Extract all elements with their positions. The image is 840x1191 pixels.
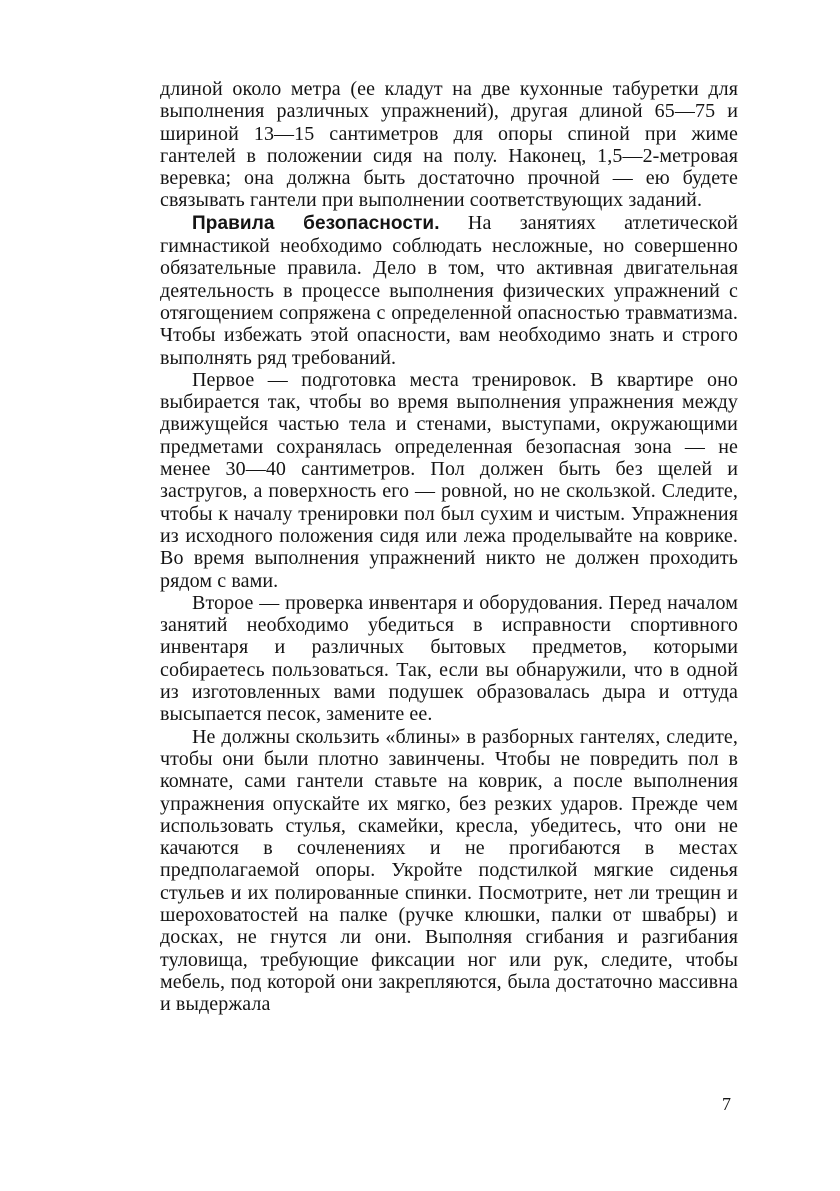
paragraph-5-text: Не должны скользить «блины» в разборных гантелях, следите, чтобы они были плотно завинчены. Чтобы не повредить пол в комнате, сами гантели ставьте на коврик, а после выполнения упражнения опускайте их мягко, без резких ударов. Прежде чем использовать стулья, скамейки, кресла, убедитесь, что они не качаются в сочленениях и не прогибаются в местах предполагаемой опоры. Укройте подстилкой мягкие сиденья стульев и их полированные спинки. Посмотрите, нет ли трещин и шероховатостей на палке (ручке клюшки, палки от швабры) и досках, не гнутся ли они. Выполняя сгибания и разгибания туловища, требующие фиксации ног или рук, следите, чтобы мебель, под которой они закрепляются, была достаточно массивна и выдержала	[160, 725, 738, 1016]
paragraph-1-text: длиной около метра (ее кладут на две кухонные табуретки для выполнения различных упражнений), другая длиной 65—75 и шириной 13—15 сантиметров для опоры спиной при жиме гантелей в положении сидя на полу. Наконец, 1,5—2-метровая веревка; она должна быть достаточно прочной — ею будете связывать гантели при выполнении соответствующих заданий.	[160, 78, 738, 212]
paragraph-4	[160, 592, 738, 726]
paragraph-3-text: Первое — подготовка места тренировок. В квартире оно выбирается так, чтобы во время выполнения упражнения между движущейся частью тела и стенами, выступами, окружающими предметами сохранялась определенная безопасная зона — не менее 30—40 сантиметров. Пол должен быть без щелей и застругов, а поверхность его — ровной, но не скользкой. Следите, чтобы к началу тренировки пол был сухим и чистым. Упражнения из исходного положения сидя или лежа проделывайте на коврике. Во время выполнения упражнений никто не должен проходить рядом с вами.	[160, 368, 738, 592]
paragraph-2	[160, 212, 738, 369]
paragraph-3	[160, 369, 738, 592]
paragraph-5	[160, 726, 738, 1016]
paragraph-1	[160, 78, 738, 212]
page-number: 7	[722, 1094, 731, 1114]
paragraph-4-text: Второе — проверка инвентаря и оборудования. Перед началом занятий необходимо убедиться в исправности спортивного инвентаря и различных бытовых предметов, которыми собираетесь пользоваться. Так, если вы обнаружили, что в одной из изготовленных вами подушек образовалась дыра и оттуда высыпается песок, замените ее.	[160, 591, 738, 726]
section-heading-safety-rules: Правила безопасности.	[192, 212, 440, 234]
body-text	[160, 78, 738, 1015]
paragraph-2-text: На занятиях атлетической гимнастикой необходимо соблюдать несложные, но совершенно обязательные правила. Дело в том, что активная двигательная деятельность в процессе выполнения физических упражнений с отягощением сопряжена с определенной опасностью травматизма. Чтобы избежать этой опасности, вам необходимо знать и строго выполнять ряд требований.	[160, 211, 738, 369]
